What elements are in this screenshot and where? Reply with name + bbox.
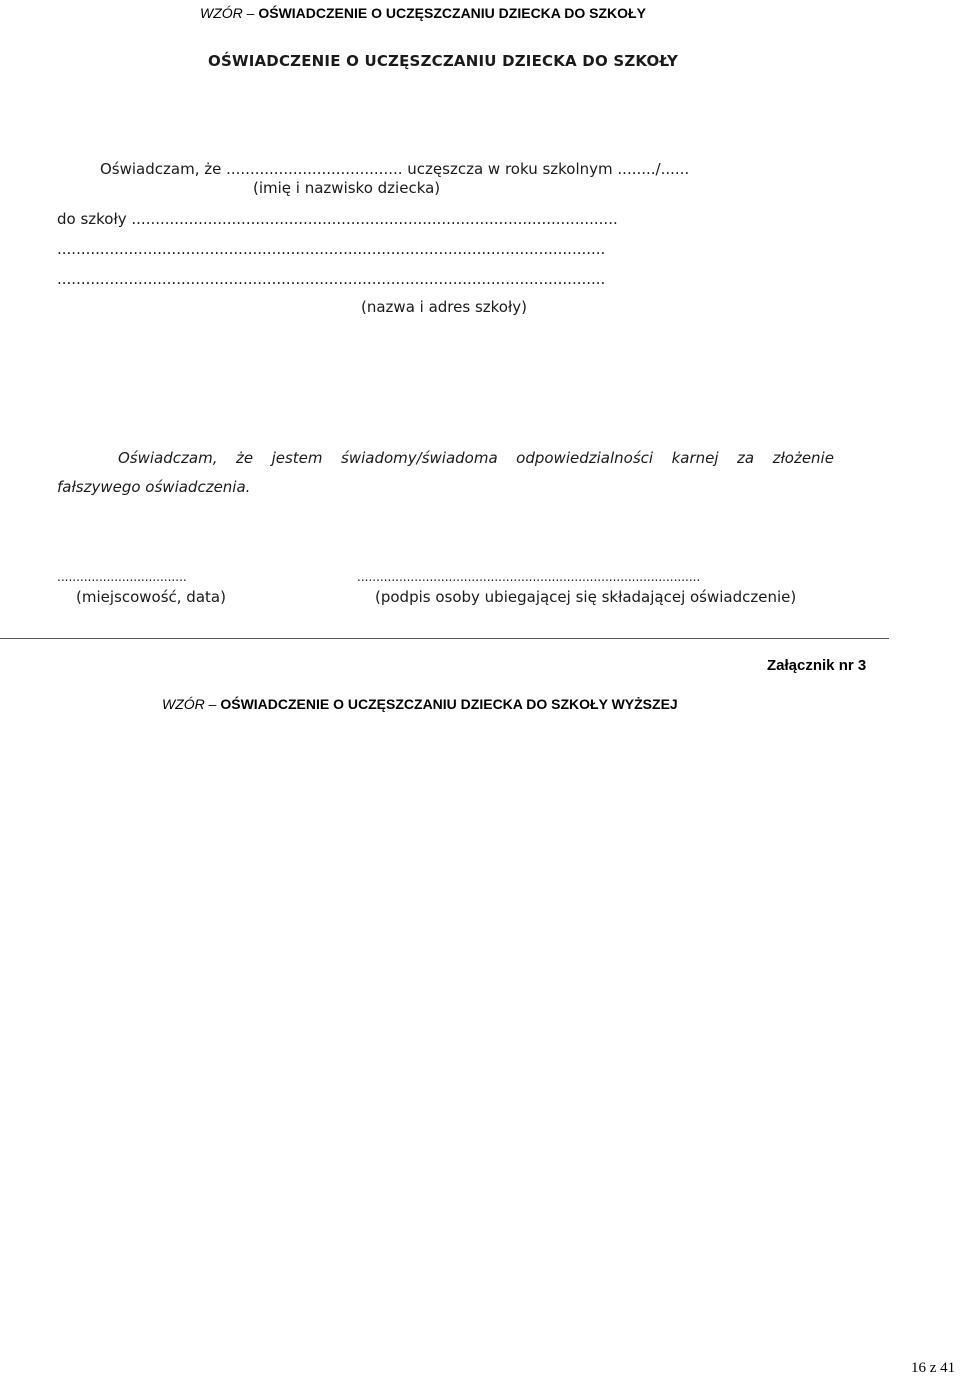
statement-line-2: fałszywego oświadczenia.: [57, 478, 251, 496]
form-line-school-cont-1: ...................................................................................................................: [57, 240, 606, 258]
place-date-caption: (miejscowość, data): [76, 588, 226, 606]
form-line-school: do szkoły ......................................................................................................: [57, 210, 618, 228]
signature-dots: ..........................................................................................: [357, 570, 701, 584]
form-line-school-cont-2: ...................................................................................................................: [57, 270, 606, 288]
school-caption: (nazwa i adres szkoły): [361, 298, 527, 316]
statement-word: Oświadczam,: [118, 449, 218, 467]
statement-word: że: [235, 449, 254, 467]
signature-caption: (podpis osoby ubiegającej się składającej oświadczenie): [375, 588, 797, 606]
statement-word: za: [737, 449, 755, 467]
annex-label: Załącznik nr 3: [767, 657, 867, 674]
place-date-dots: ..................................: [57, 570, 187, 584]
second-header: [162, 696, 678, 712]
second-header-prefix: WZÓR –: [162, 696, 217, 712]
child-name-caption: (imię i nazwisko dziecka): [253, 179, 441, 197]
statement-word: jestem: [271, 449, 323, 467]
top-header: [200, 5, 646, 21]
form-title: OŚWIADCZENIE O UCZĘSZCZANIU DZIECKA DO SZKOŁY: [208, 52, 679, 70]
top-header-prefix: WZÓR –: [200, 5, 255, 21]
statement-word: złożenie: [772, 449, 834, 467]
section-divider: [0, 638, 889, 639]
top-header-title: OŚWIADCZENIE O UCZĘSZCZANIU DZIECKA DO SZKOŁY: [258, 5, 646, 21]
second-header-title: OŚWIADCZENIE O UCZĘSZCZANIU DZIECKA DO SZKOŁY WYŻSZEJ: [220, 696, 678, 712]
statement-word: świadomy/świadoma: [341, 449, 498, 467]
form-line-child: Oświadczam, że ..................................... uczęszcza w roku szkolnym ......../......: [100, 160, 690, 178]
statement-line-1: [118, 449, 834, 467]
statement-word: odpowiedzialności: [516, 449, 654, 467]
page-number: 16 z 41: [911, 1360, 956, 1376]
statement-word: karnej: [671, 449, 719, 467]
